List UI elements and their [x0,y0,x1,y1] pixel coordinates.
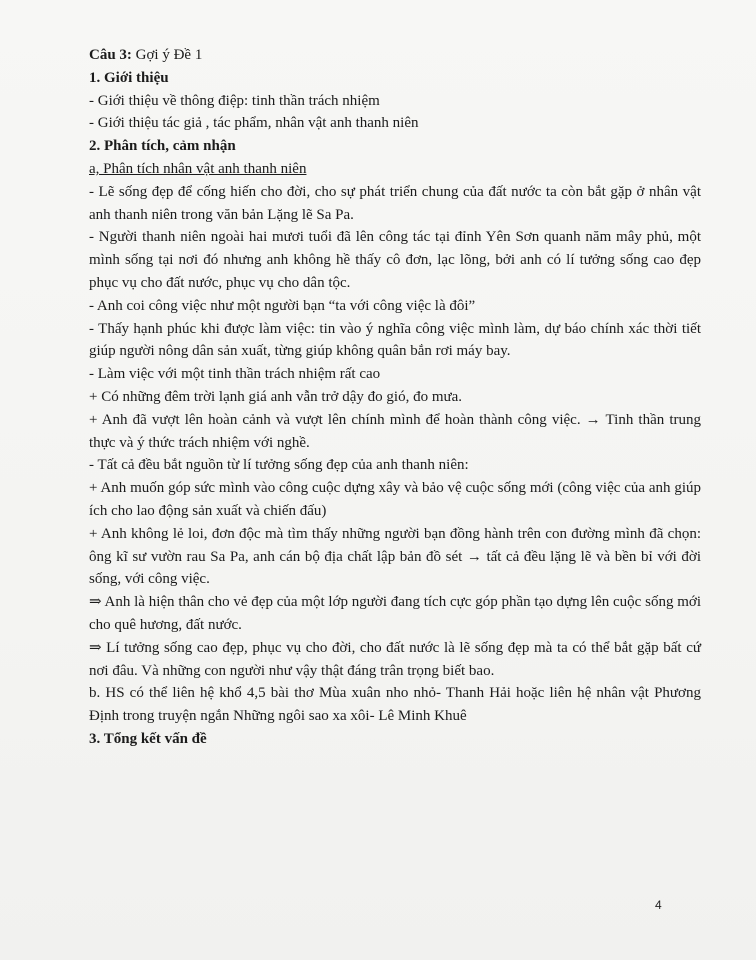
paragraph: b. HS có thể liên hệ khổ 4,5 bài thơ Mùa xuân nho nhỏ- Thanh Hải hoặc liên hệ nhân vật Phương Định trong truyện ngắn Những ngôi sao xa xôi- Lê Minh Khuê [89,685,701,725]
question-topic: Gợi ý Đề 1 [131,47,203,63]
intro-item-message: - Giới thiệu về thông điệp: tinh thần trách nhiệm [89,92,380,109]
paragraph: + Có những đêm trời lạnh giá anh vẫn trở dậy đo gió, đo mưa. [89,388,463,405]
section-title-analysis: 2. Phân tích, cảm nhận [89,138,236,155]
paragraph: ⇒ Anh là hiện thân cho vẻ đẹp của một lớp người đang tích cực góp phần tạo dựng lên cuộc sống mới cho quê hương, đất nước. [89,594,701,633]
paragraph: - Thấy hạnh phúc khi được làm việc: tin vào ý nghĩa công việc mình làm, dự báo chính xác thời tiết giúp người nông dân sản xuất, từng giúp không quân bắn rơi máy bay. [89,320,701,360]
question-label: Câu 3: [89,47,132,63]
question-heading [89,44,701,67]
section-title-intro: 1. Giới thiệu [89,69,169,86]
paragraph: + Anh đã vượt lên hoàn cảnh và vượt lên chính mình để hoàn thành công việc. → Tinh thần trung thực và ý thức trách nhiệm với nghề. [89,411,701,451]
intro-item-author: - Giới thiệu tác giả , tác phẩm, nhân vật anh thanh niên [89,115,419,132]
document-body [89,44,701,751]
paragraph: - Người thanh niên ngoài hai mươi tuổi đã lên công tác tại đỉnh Yên Sơn quanh năm mây phủ, một mình sống tại nơi đó nhưng anh không hề thấy cô đơn, lạc lõng, bởi anh có lí tưởng sống cao đẹp phục vụ cho đất nước, phục vụ cho dân tộc. [89,229,701,291]
paragraph: - Lẽ sống đẹp để cống hiến cho đời, cho sự phát triển chung của đất nước ta còn bắt gặp ở nhân vật anh thanh niên trong văn bản Lặng lẽ Sa Pa. [89,183,701,223]
paragraph: - Tất cả đều bắt nguồn từ lí tưởng sống đẹp của anh thanh niên: [89,457,469,474]
paragraph: + Anh không lẻ loi, đơn độc mà tìm thấy những người bạn đồng hành trên con đường mình đã chọn: ông kĩ sư vườn rau Sa Pa, anh cán bộ địa chất lập bản đồ sét → tất cả đều lặng lẽ và bền bỉ với đời sống, với công việc. [89,525,701,588]
paragraph: - Làm việc với một tinh thần trách nhiệm rất cao [89,366,381,383]
paragraph: ⇒ Lí tưởng sống cao đẹp, phục vụ cho đời, cho đất nước là lẽ sống đẹp mà ta có thể bắt gặp bất cứ nơi đâu. Và những con người như vậy thật đáng trân trọng biết bao. [89,639,701,679]
page-number: 4 [655,898,662,912]
paragraph: + Anh muốn góp sức mình vào công cuộc dựng xây và bảo vệ cuộc sống mới (công việc của anh giúp ích cho lao động sản xuất và chiến đấu) [89,480,701,519]
subsection-title-a: a, Phân tích nhân vật anh thanh niên [89,160,307,177]
paragraph: - Anh coi công việc như một người bạn “ta với công việc là đôi” [89,297,476,314]
section-title-conclusion: 3. Tổng kết vấn đề [89,730,207,747]
